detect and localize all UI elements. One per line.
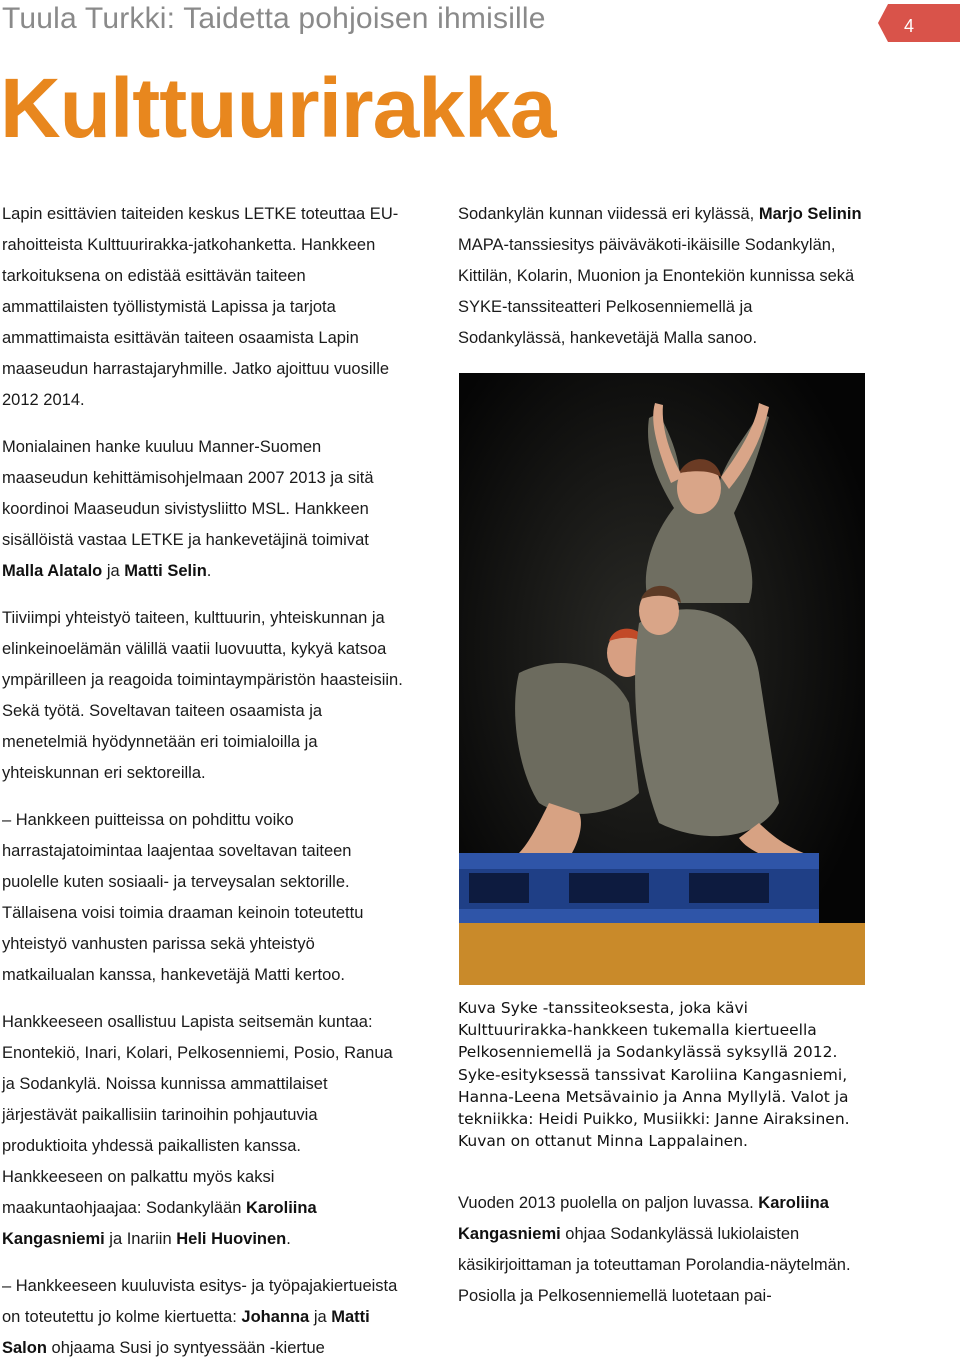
- person-name: Marjo Selinin: [758, 205, 862, 223]
- left-paragraph-3: Tiiviimpi yhteistyö taiteen, kulttuurin, yhteiskunnan ja elinkeinoelämän välillä vaatii luovuutta, kykyä katsoa ympärilleen ja reagoida toimintaympäristön haasteisiin. Sekä työtä. Soveltavan taiteen osaamista ja menetelmiä hyödynnetään eri toimialoilla ja yhteiskunnan eri sektoreilla.: [2, 609, 403, 782]
- left-paragraph-6: – Hankkeeseen kuuluvista esitys- ja työpajakiertueista on toteutettu jo kolme kiertuetta: Johanna ja Matti Salon ohjaama Susi jo syntyessään -kiertue: [2, 1277, 398, 1357]
- right-column-lower: [458, 1188, 862, 1312]
- person-name: Karoliina Kangasniemi: [2, 1199, 317, 1248]
- person-name: Karoliina Kangasniemi: [458, 1194, 829, 1243]
- header-title: Tuula Turkki: Taidetta pohjoisen ihmisille: [2, 2, 546, 35]
- left-paragraph-2: Monialainen hanke kuuluu Manner-Suomen maaseudun kehittämisohjelmaan 2007 2013 ja sitä koordinoi Maaseudun sivistysliitto MSL. Hankkeen sisällöistä vastaa LETKE ja hankevetäjinä toimivat Malla Alatalo ja Matti Selin.: [2, 438, 374, 580]
- person-name: Matti Salon: [2, 1308, 370, 1357]
- right-paragraph-1: Sodankylän kunnan viidessä eri kylässä, Marjo Selinin MAPA-tanssiesitys päiväväkoti-ikäisille Sodankylän, Kittilän, Kolarin, Muonion ja Enontekiön kunnissa sekä SYKE-tanssiteatteri Pelkosenniemellä ja Sodankylässä, hankevetäjä Malla sanoo.: [458, 205, 862, 347]
- person-name: Malla Alatalo: [2, 562, 103, 580]
- page-number: 4: [904, 16, 915, 36]
- left-column: [2, 199, 406, 1364]
- person-name: Johanna: [241, 1308, 310, 1326]
- left-paragraph-4: – Hankkeen puitteissa on pohdittu voiko harrastajatoimintaa laajentaa soveltavan taiteen puolelle kuten sosiaali- ja terveysalan sektorille. Tällaisena voisi toimia draaman keinoin toteutettu yhteistyö vanhusten parissa sekä yhteistyö matkailualan kanssa, hankevetäjä Matti kertoo.: [2, 811, 364, 984]
- right-column: [458, 199, 862, 354]
- left-paragraph-5: Hankkeeseen osallistuu Lapista seitsemän kuntaa: Enontekiö, Inari, Kolari, Pelkosenniemi, Posio, Ranua ja Sodankylä. Noissa kunnissa ammattilaiset järjestävät paikallisiin tarinoihin pohjautuvia produktioita yhdessä paikallisten kanssa. Hankkeeseen on palkattu myös kaksi maakuntaohjaajaa: Sodankylään Karoliina Kangasniemi ja Inariin Heli Huovinen.: [2, 1013, 393, 1248]
- page-number-badge: [876, 0, 960, 56]
- dance-performance-photo: [459, 373, 865, 985]
- photo-caption: Kuva Syke -tanssiteoksesta, joka kävi Kulttuurirakka-hankkeen tukemalla kiertueella Pelkosenniemellä ja Sodankylässä syksyllä 2012. Syke-esityksessä tanssivat Karoliina Kangasniemi, Hanna-Leena Metsävainio ja Anna Myllylä. Valot ja tekniikka: Heidi Puikko, Musiikki: Janne Airaksinen. Kuvan on ottanut Minna Lappalainen.: [458, 999, 850, 1151]
- right-paragraph-2: Vuoden 2013 puolella on paljon luvassa. Karoliina Kangasniemi ohjaa Sodankylässä lukiolaisten käsikirjoittaman ja toteuttaman Porolandia-näytelmän. Posiolla ja Pelkosenniemellä luotetaan pai-: [458, 1194, 851, 1305]
- person-name: Heli Huovinen: [176, 1230, 287, 1248]
- main-title: Kulttuurirakka: [0, 61, 556, 155]
- person-name: Matti Selin: [124, 562, 207, 580]
- left-paragraph-1: Lapin esittävien taiteiden keskus LETKE toteuttaa EU-rahoitteista Kulttuurirakka-jatkohanketta. Hankkeen tarkoituksena on edistää esittävän taiteen ammattilaisten työllistymistä Lapissa ja tarjota ammattimaista esittävän taiteen osaamista Lapin maaseudun harrastajaryhmille. Jatko ajoittuu vuosille 2012 2014.: [2, 205, 399, 409]
